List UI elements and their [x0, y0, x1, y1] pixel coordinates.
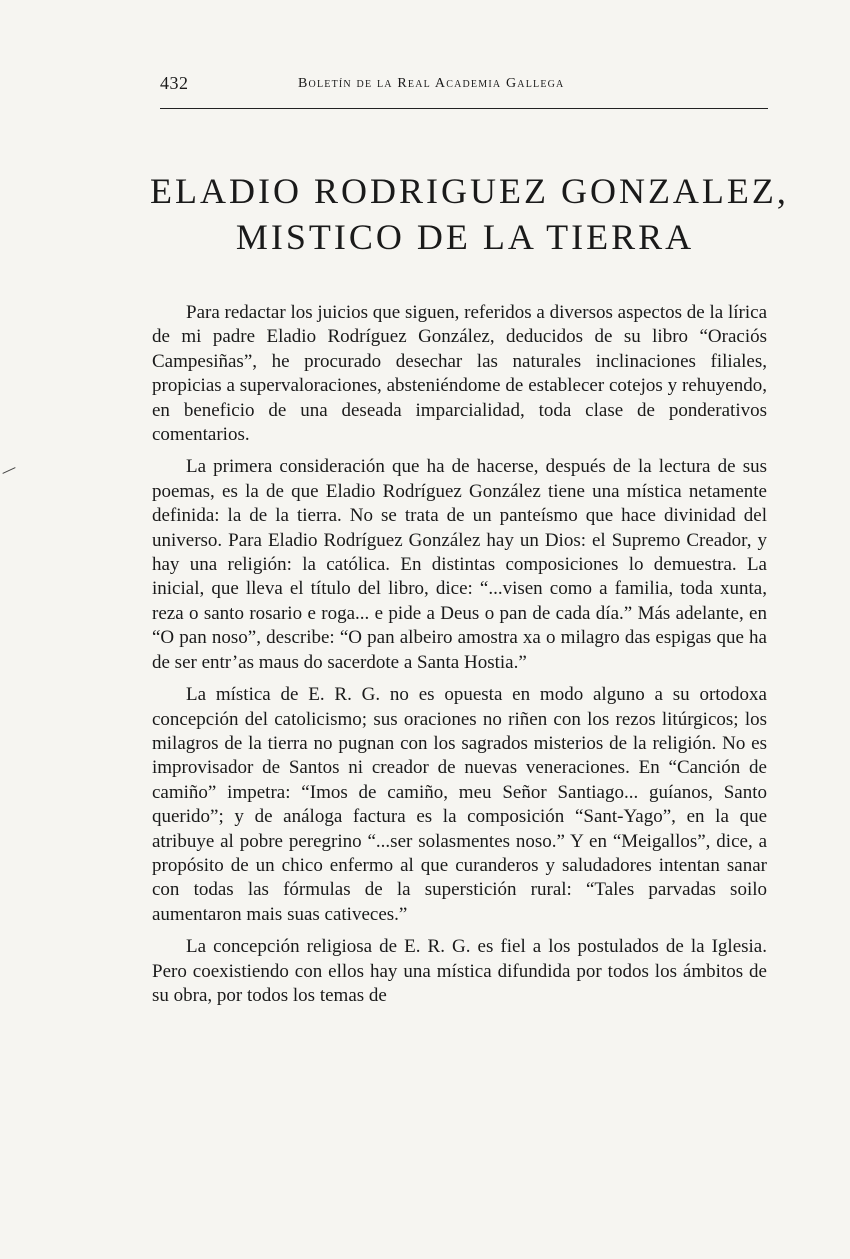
margin-mark [2, 467, 15, 474]
article-title-line-1: ELADIO RODRIGUEZ GONZALEZ, [150, 171, 789, 211]
article-title [150, 168, 789, 260]
article-body [152, 301, 767, 1008]
paragraph-2: La primera consideración que ha de hacerse, después de la lectura de sus poemas, es la de que Eladio Rodríguez González tiene una mística netamente definida: la de la tierra. No se trata de un panteísmo que hace divinidad del universo. Para Eladio Rodríguez González hay un Dios: el Supremo Creador, y hay una religión: la católica. En distintas composiciones lo demuestra. La inicial, que lleva el título del libro, dice: “...visen como a familia, toda xunta, reza o santo rosario e roga... e pide a Deus o pan de cada día.” Más adelante, en “O pan noso”, describe: “O pan albeiro amostra xa o milagro das espigas que ha de ser entr’as maus do sacerdote a Santa Hostia.” [152, 456, 767, 673]
header-rule [160, 108, 768, 109]
article-title-line-2: MISTICO DE LA TIERRA [235, 217, 695, 257]
paragraph-3: La mística de E. R. G. no es opuesta en modo alguno a su ortodoxa concepción del catolicismo; sus oraciones no riñen con los rezos litúrgicos; los milagros de la tierra no pugnan con los sagrados misterios de la religión. No es improvisador de Santos ni creador de nuevas veneraciones. En “Canción de camiño” impetra: “Imos de camiño, meu Señor Santiago... guíanos, Santo querido”; y de análoga factura es la composición “Sant-Yago”, en la que atribuye al pobre peregrino “...ser solasmentes noso.” Y en “Meigallos”, dice, a propósito de un chico enfermo al que curanderos y saludadores intentan sanar con todas las fórmulas de la superstición rural: “Tales parvadas soilo aumentaron mais suas cativeces.” [152, 684, 767, 925]
running-head [158, 73, 770, 97]
page-number: 432 [160, 73, 189, 93]
paragraph-4: La concepción religiosa de E. R. G. es fiel a los postulados de la Iglesia. Pero coexistiendo con ellos hay una mística difundida por todos los ámbitos de su obra, por todos los temas de [152, 936, 767, 1006]
journal-title: Boletín de la Real Academia Gallega [298, 76, 565, 91]
paragraph-1: Para redactar los juicios que siguen, referidos a diversos aspectos de la lírica de mi padre Eladio Rodríguez González, deducidos de su libro “Oraciós Campesiñas”, he procurado desechar las naturales inclinaciones filiales, propicias a supervaloraciones, absteniéndome de establecer cotejos y rehuyendo, en beneficio de una deseada imparcialidad, toda clase de ponderativos comentarios. [152, 302, 767, 446]
